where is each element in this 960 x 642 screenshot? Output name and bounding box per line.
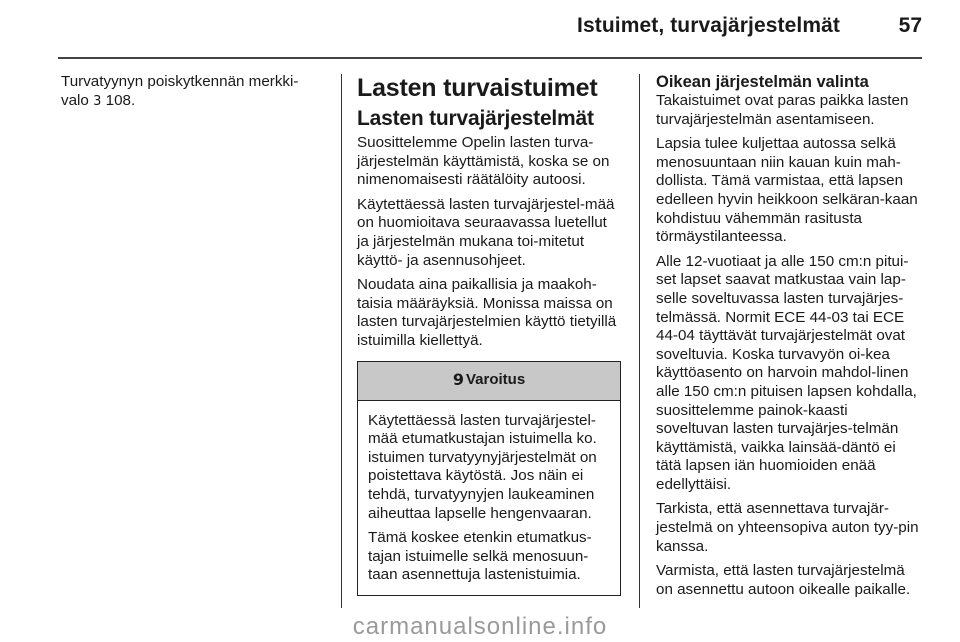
warning-paragraph: Tämä koskee etenkin etumatkus-tajan istuimelle selkä menosuun-taan asennettuja lastenistuimia. xyxy=(368,529,592,584)
paragraph: Suosittelemme Opelin lasten turva-järjestelmän käyttämistä, koska se on nimenomaisesti räätälöity autoosi. xyxy=(357,134,610,189)
paragraph: Tarkista, että asennettava turvajär-jestelmä on yhteensopiva auton tyy-pin kanssa. xyxy=(656,500,919,555)
paragraph: Alle 12-vuotiaat ja alle 150 cm:n pitui-set lapset saavat matkustaa vain lap-selle soveltuvassa lasten turvajärjes-telmässä. Normit ECE 44-03 tai ECE 44-04 täyttävät turvajärjestelmät ovat soveltuvia. Koska turvavyön oi-kea käyttöasento on harvoin mahdol-linen alle 150 cm:n pituisen lapsen kohdalla, suosittelemme painok-kaasti soveltuvan lasten turvajärjes-telmän käyttämistä, vaikka lainsää-däntö ei tätä lapsen iän huomioiden enää edellyttäisi. xyxy=(656,252,917,493)
paragraph: Käytettäessä lasten turvajärjestel-mää on huomioitava seuraavassa luetellut ja järjestelmän mukana toi-mitetut käyttö- ja asennusohjeet. xyxy=(357,195,615,269)
warning-body xyxy=(358,401,620,595)
page-reference-link[interactable]: 108. xyxy=(105,91,136,109)
subsection-heading: Oikean järjestelmän valinta xyxy=(656,73,869,91)
paragraph: Lapsia tulee kuljettaa autossa selkä menosuuntaan niin kauan kuin mah-dollista. Tämä varmistaa, että lapsen edelleen hyvin heikkoon selkäran-kaan kohdistuu vähemmän rasitusta törmäystilanteessa. xyxy=(656,135,918,246)
warning-paragraph: Käytettäessä lasten turvajärjestel-mää etumatkustajan istuimella ko. istuimen turvatyynyjärjestelmät on poistettava käytöstä. Jos näin ei tehdä, turvatyynyjen laukeaminen aiheuttaa lapselle hengenvaaran. xyxy=(368,411,597,522)
page-number: 57 xyxy=(898,14,922,37)
page-header xyxy=(0,0,960,60)
section-title: Istuimet, turvajärjestelmät xyxy=(577,14,840,37)
page-reference-icon: 3 xyxy=(93,93,102,109)
column-1 xyxy=(61,73,329,117)
warning-box xyxy=(357,361,621,596)
chapter-heading: Lasten turvaistuimet xyxy=(357,74,598,102)
paragraph: Varmista, että lasten turvajärjestelmä on asennettu autoon oikealle paikalle. xyxy=(656,562,911,598)
note-line-2: valo xyxy=(61,91,89,109)
watermark-text: carmanualsonline.info xyxy=(352,613,608,640)
airbag-indicator-note xyxy=(61,73,329,111)
column-divider-2 xyxy=(639,74,640,608)
warning-triangle-icon: 9 xyxy=(452,370,464,390)
header-divider xyxy=(58,57,922,59)
paragraph: Takaistuimet ovat paras paikka lasten turvajärjestelmän asentamiseen. xyxy=(656,92,909,128)
column-3 xyxy=(656,73,922,605)
paragraph: Noudata aina paikallisia ja maakoh-taisia määräyksiä. Monissa maissa on lasten turvajärjestelmien käyttö tietyillä istuimilla kiellettyä. xyxy=(357,276,617,349)
column-2 xyxy=(357,73,622,596)
note-line-1: Turvatyynyn poiskytkennän merkki- xyxy=(61,73,299,90)
column-divider-1 xyxy=(341,74,342,608)
section-heading: Lasten turvajärjestelmät xyxy=(357,107,594,130)
warning-header xyxy=(358,362,620,401)
warning-title: Varoitus xyxy=(465,371,526,389)
